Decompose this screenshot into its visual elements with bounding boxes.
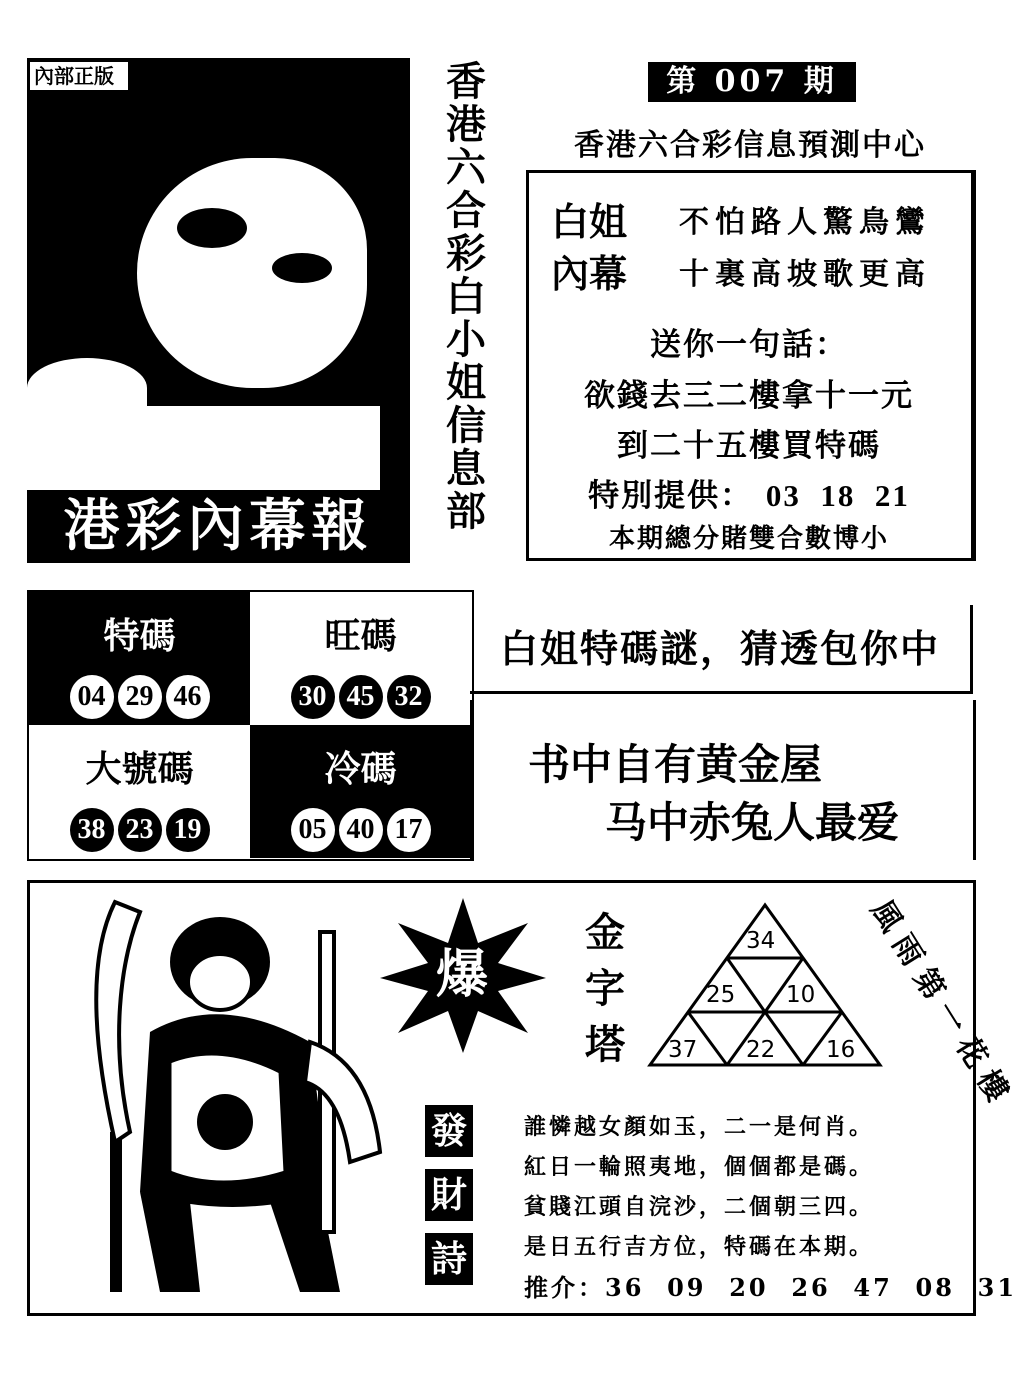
gift-line-2: 到二十五樓買特碼	[617, 428, 881, 464]
pyramid-number: 37	[668, 1037, 698, 1063]
number-ball: 32	[387, 675, 431, 719]
poem-title	[425, 1105, 475, 1297]
eye-shape	[272, 253, 332, 283]
riddle-title: 白姐特碼謎，猜透包你中	[500, 626, 941, 671]
eye-shape	[177, 208, 247, 248]
masthead-title: 港彩內幕報	[27, 490, 410, 563]
number-ball: 30	[291, 675, 335, 719]
burst-text: 爆	[436, 944, 489, 1005]
pyramid-title: 金字塔	[585, 909, 625, 1068]
pyramid-number: 10	[786, 982, 816, 1008]
poem-line: 貧賤江頭自浣沙，二個朝三四。	[524, 1194, 875, 1220]
number-ball: 38	[70, 808, 114, 852]
code-cell-tema	[29, 592, 250, 725]
vertical-title-text: 香港六合彩白小姐信息部	[446, 58, 486, 535]
pyramid-number: 34	[746, 928, 776, 954]
face-shape	[137, 158, 367, 388]
number-ball: 45	[339, 675, 383, 719]
code-title: 冷碼	[324, 748, 397, 790]
pyramid-number: 25	[706, 982, 736, 1008]
poem-title-char: 發	[425, 1105, 473, 1157]
riddle-line-1: 书中自有黄金屋	[528, 740, 823, 789]
verse-line-1: 不怕路人驚鳥鸞	[679, 205, 931, 240]
code-cell-wangma	[250, 592, 471, 725]
code-cell-cold	[250, 725, 471, 858]
pyramid-side-label: 風雨第一花樓	[863, 894, 1021, 1117]
codes-grid	[27, 590, 474, 861]
special-numbers: 03 18 21	[765, 478, 910, 513]
pyramid-number: 22	[746, 1037, 776, 1063]
code-title: 大號碼	[85, 748, 194, 790]
poem-line: 是日五行吉方位，特碼在本期。	[524, 1234, 875, 1260]
number-ball: 29	[118, 675, 162, 719]
code-title: 旺碼	[324, 615, 397, 657]
verse-line-2: 十裏高坡歌更高	[679, 257, 931, 292]
recommend-numbers: 推介：36 09 20 26 47 08 31	[524, 1273, 1018, 1302]
number-ball: 23	[118, 808, 162, 852]
number-ball: 40	[339, 808, 383, 852]
final-line: 本期總分賭雙合數博小	[608, 524, 889, 554]
poem-line: 紅日一輪照夷地，個個都是碼。	[524, 1154, 875, 1180]
guardian-illustration	[70, 892, 400, 1302]
number-ball: 05	[291, 808, 335, 852]
number-ball: 17	[387, 808, 431, 852]
poem-title-char: 財	[425, 1169, 473, 1221]
issue-number: 第 007 期	[648, 62, 856, 102]
special-label: 特別提供：	[588, 478, 754, 514]
pyramid-number: 16	[826, 1037, 856, 1063]
gift-line-1: 欲錢去三二樓拿十一元	[584, 378, 914, 414]
pyramid-side-text	[860, 890, 1021, 1117]
internal-edition-label: 內部正版	[30, 62, 128, 90]
poem-line: 誰憐越女顏如玉，二一是何肖。	[524, 1114, 875, 1140]
number-ball: 19	[166, 808, 210, 852]
special-offer	[529, 470, 969, 515]
poem-title-char: 詩	[425, 1233, 473, 1285]
info-box	[526, 170, 976, 561]
number-ball: 46	[166, 675, 210, 719]
cover-photo	[27, 58, 410, 563]
code-cell-big	[29, 725, 250, 858]
label-neimu: 內幕	[551, 251, 628, 296]
vertical-title	[436, 60, 496, 533]
riddle-line-2: 马中赤兔人最爱	[605, 798, 900, 847]
gift-heading: 送你一句話：	[650, 327, 848, 363]
center-title: 香港六合彩信息預測中心	[574, 128, 926, 163]
code-title: 特碼	[103, 615, 176, 657]
label-baijie: 白姐	[551, 199, 628, 244]
number-ball: 04	[70, 675, 114, 719]
